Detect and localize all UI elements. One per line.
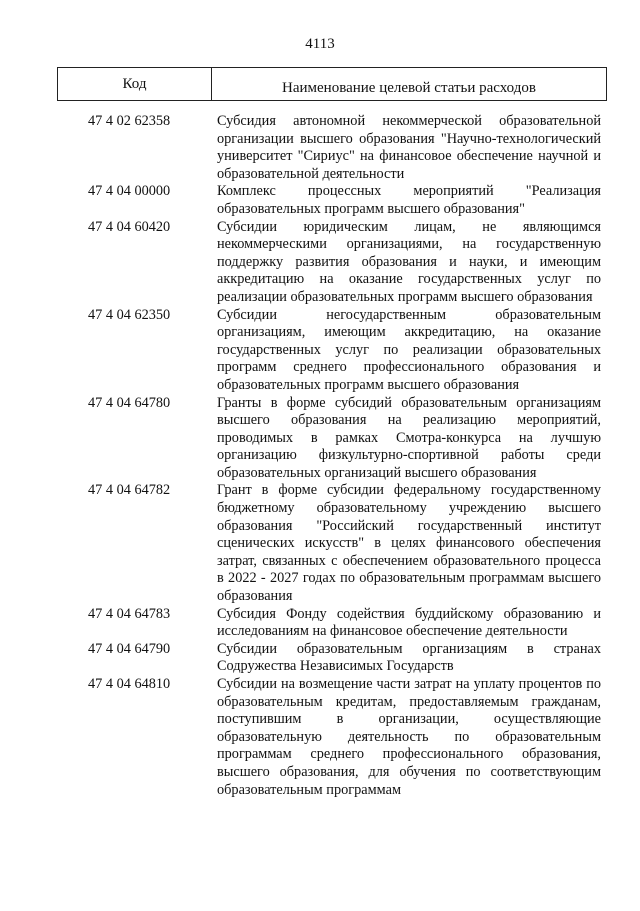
table-header	[57, 67, 607, 101]
row-description: Субсидии образовательным организациям в странах Содружества Независимых Государств	[217, 640, 601, 675]
row-description: Грант в форме субсидии федеральному государственному бюджетному образовательному учреждению высшего образования "Российский государственный институт сценических искусств" в целях финансового обеспечения затрат, связанных с обеспечением образовательного процесса в 2022 - 2027 годах по образовательным программам высшего образования	[217, 482, 601, 605]
row-code: 47 4 04 64780	[88, 394, 171, 411]
table-row	[0, 307, 640, 395]
header-code: Код	[58, 68, 212, 100]
row-code: 47 4 02 62358	[88, 113, 171, 129]
table-row	[0, 219, 640, 307]
table-row	[0, 641, 640, 676]
row-code: 47 4 04 64782	[88, 482, 171, 499]
table-row	[0, 113, 640, 183]
header-name: Наименование целевой статьи расходов	[282, 80, 536, 96]
row-description: Комплекс процессных мероприятий "Реализация образовательных программ высшего образования"	[217, 183, 601, 217]
row-description: Субсидии на возмещение части затрат на уплату процентов по образовательным кредитам, предоставляемым гражданам, поступившим в организации, осуществляющие образовательную деятельность по образовательным программам среднего профессионального образования, высшего образования, для обучения по соответствующим образовательным программам	[217, 676, 601, 798]
row-code: 47 4 04 60420	[88, 218, 171, 235]
table-row	[0, 606, 640, 641]
row-description: Гранты в форме субсидий образовательным организациям высшего образования на реализацию мероприятий, проводимых в рамках Смотра-конкурса на лучшую организацию физкультурно-спортивной работы среди образовательных организаций высшего образования	[217, 394, 601, 481]
row-code: 47 4 04 64810	[88, 676, 171, 692]
row-description: Субсидия Фонду содействия буддийскому образованию и исследованиям на финансовое обеспечение деятельности	[217, 605, 601, 640]
table-row	[0, 183, 640, 218]
row-code: 47 4 04 00000	[88, 183, 171, 200]
row-code: 47 4 04 64783	[88, 605, 171, 622]
row-description: Субсидии юридическим лицам, не являющимся некоммерческими организациями, на государственную поддержку развития образования и науки, и имеющим аккредитацию на оказание государственных услуг по реализации образовательных программ высшего образования	[217, 218, 601, 305]
row-code: 47 4 04 62350	[88, 306, 171, 323]
table-row	[0, 482, 640, 605]
table-body	[0, 113, 640, 799]
row-code: 47 4 04 64790	[88, 640, 171, 657]
row-description: Субсидия автономной некоммерческой образовательной организации высшего образования "Научно-технологический университет "Сириус" на финансовое обеспечение научной и образовательной деятельности	[217, 113, 601, 182]
table-row	[0, 676, 640, 799]
row-description: Субсидии негосударственным образовательным организациям, имеющим аккредитацию, на оказание государственных услуг по реализации образовательных программ среднего профессионального образования и образовательных программ высшего образования	[217, 306, 601, 393]
page-number: 4113	[305, 36, 335, 52]
table-row	[0, 395, 640, 483]
